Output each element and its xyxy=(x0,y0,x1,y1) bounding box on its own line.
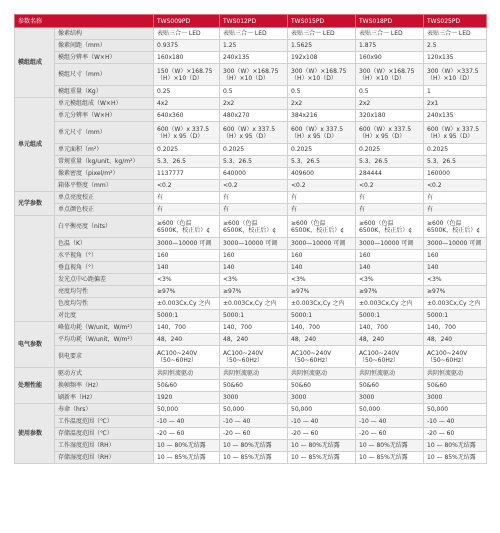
param-value: AC100~240V（50~60Hz） xyxy=(356,346,424,368)
param-label: 驱动方式 xyxy=(55,368,154,380)
param-label: 平均功耗（W/unit，W/m²） xyxy=(55,334,154,346)
param-value: 3000—10000 可调 xyxy=(154,238,220,250)
param-value: 表贴三合一 LED xyxy=(154,28,220,40)
param-value: 1 xyxy=(424,86,487,98)
param-value: <3% xyxy=(220,274,288,286)
param-label: 亮度均匀性 xyxy=(55,286,154,298)
table-row xyxy=(15,416,487,428)
param-value: <0.2 xyxy=(424,180,487,192)
table-row xyxy=(15,144,487,156)
param-label: 存储温度范围（℃） xyxy=(55,428,154,440)
param-value: 5000:1 xyxy=(288,310,356,322)
param-value: -10 — 40 xyxy=(356,416,424,428)
table-row xyxy=(15,238,487,250)
param-value: 1.25 xyxy=(220,40,288,52)
param-value: 600（W）x 337.5（H）x 95（D） xyxy=(220,122,288,144)
param-value: 50&60 xyxy=(220,380,288,392)
param-value: 300（W）×337.5（H）×10（D） xyxy=(424,64,487,86)
param-value: ≥97% xyxy=(154,286,220,298)
param-value: 240x135 xyxy=(220,52,288,64)
param-value: 3000 xyxy=(220,392,288,404)
param-label: 单点颜色校正 xyxy=(55,204,154,216)
group-label: 处理性能 xyxy=(15,368,55,404)
param-value: 3000 xyxy=(356,392,424,404)
table-row xyxy=(15,192,487,204)
param-value: 有 xyxy=(288,204,356,216)
param-value: <0.2 xyxy=(356,180,424,192)
param-value: 0.2025 xyxy=(154,144,220,156)
param-value: 5.3、26.5 xyxy=(154,156,220,168)
param-value: 1137777 xyxy=(154,168,220,180)
param-value: 600（W）x 337.5（H）x 95（D） xyxy=(424,122,487,144)
param-label: 箱体平整度（mm） xyxy=(55,180,154,192)
param-value: 140，700 xyxy=(356,322,424,334)
param-label: 模组重量（Kg） xyxy=(55,86,154,98)
param-value: 140，700 xyxy=(154,322,220,334)
param-value: 5000:1 xyxy=(356,310,424,322)
param-value: 160000 xyxy=(424,168,487,180)
param-value: <3% xyxy=(424,274,487,286)
param-label: 像素间距（mm） xyxy=(55,40,154,52)
param-value: 共阴恒流驱动 xyxy=(356,368,424,380)
param-value: AC100~240V（50~60Hz） xyxy=(288,346,356,368)
param-value: 600（W）x 337.5（H）x 95（D） xyxy=(356,122,424,144)
param-value: 0.5 xyxy=(356,86,424,98)
param-value: 有 xyxy=(424,192,487,204)
param-value: ±0.003Cx,Cy 之内 xyxy=(220,298,288,310)
param-value: 1.5625 xyxy=(288,40,356,52)
param-value: 0.2025 xyxy=(288,144,356,156)
param-value: AC100~240V（50~60Hz） xyxy=(154,346,220,368)
header-model-1: TWS009PD xyxy=(154,15,220,28)
table-row xyxy=(15,262,487,274)
header-param-name: 参数名称 xyxy=(15,15,154,28)
table-row xyxy=(15,250,487,262)
param-label: 单元尺寸（mm） xyxy=(55,122,154,144)
param-value: 50&60 xyxy=(288,380,356,392)
param-value: 160x180 xyxy=(154,52,220,64)
table-row xyxy=(15,110,487,122)
param-value: ≥97% xyxy=(356,286,424,298)
param-value: 284444 xyxy=(356,168,424,180)
param-value: ±0.003Cx,Cy 之内 xyxy=(288,298,356,310)
param-value: 50,000 xyxy=(356,404,424,416)
param-value: 140 xyxy=(424,262,487,274)
param-label: 白平衡亮度（nits） xyxy=(55,216,154,238)
param-value: 5.3、26.5 xyxy=(424,156,487,168)
table-row xyxy=(15,428,487,440)
param-value: 160 xyxy=(154,250,220,262)
param-value: 5000:1 xyxy=(424,310,487,322)
param-value: -20 — 60 xyxy=(288,428,356,440)
param-value: 3000 xyxy=(288,392,356,404)
param-value: 160 xyxy=(220,250,288,262)
table-row xyxy=(15,216,487,238)
param-value: 0.25 xyxy=(154,86,220,98)
table-row xyxy=(15,380,487,392)
param-value: 3000—10000 可调 xyxy=(220,238,288,250)
table-row xyxy=(15,404,487,416)
param-label: 峰值功耗（W/unit，W/m²） xyxy=(55,322,154,334)
param-label: 寿命（hrs） xyxy=(55,404,154,416)
param-value: -10 — 40 xyxy=(424,416,487,428)
table-row xyxy=(15,180,487,192)
param-value: 10 — 80%无结露 xyxy=(356,440,424,452)
group-label: 使用参数 xyxy=(15,404,55,464)
param-value: 4x2 xyxy=(154,98,220,110)
param-value: 240x135 xyxy=(424,110,487,122)
param-value: 0.5 xyxy=(288,86,356,98)
param-value: 409600 xyxy=(288,168,356,180)
param-value: 160 xyxy=(288,250,356,262)
param-value: 640000 xyxy=(220,168,288,180)
param-label: 发光点中心距偏差 xyxy=(55,274,154,286)
param-value: 50,000 xyxy=(154,404,220,416)
param-value: 0.2025 xyxy=(424,144,487,156)
param-label: 单元分辨率（W×H） xyxy=(55,110,154,122)
param-value: <0.2 xyxy=(220,180,288,192)
param-value: 160x90 xyxy=(356,52,424,64)
param-label: 垂直视角（°） xyxy=(55,262,154,274)
table-row xyxy=(15,204,487,216)
param-value: 140 xyxy=(356,262,424,274)
param-value: 48，240 xyxy=(220,334,288,346)
table-row xyxy=(15,452,487,464)
param-value: <3% xyxy=(356,274,424,286)
param-value: <0.2 xyxy=(288,180,356,192)
table-row xyxy=(15,440,487,452)
group-label: 模组组成 xyxy=(15,28,55,98)
param-value: 192x108 xyxy=(288,52,356,64)
param-value: 10 — 85%无结露 xyxy=(356,452,424,464)
param-value: 10 — 85%无结露 xyxy=(424,452,487,464)
param-value: 有 xyxy=(288,192,356,204)
param-value: 48，240 xyxy=(288,334,356,346)
param-value: 3000—10000 可调 xyxy=(424,238,487,250)
param-value: 48，240 xyxy=(424,334,487,346)
param-value: 2.5 xyxy=(424,40,487,52)
param-label: 对比度 xyxy=(55,310,154,322)
param-value: AC100~240V（50~60Hz） xyxy=(220,346,288,368)
param-value: -10 — 40 xyxy=(154,416,220,428)
param-value: ±0.003Cx,Cy 之内 xyxy=(356,298,424,310)
table-row xyxy=(15,310,487,322)
param-value: 有 xyxy=(356,204,424,216)
param-value: 表贴三合一 LED xyxy=(220,28,288,40)
table-row xyxy=(15,86,487,98)
table-row xyxy=(15,28,487,40)
param-value: ≥97% xyxy=(288,286,356,298)
table-row xyxy=(15,156,487,168)
param-value: 10 — 80%无结露 xyxy=(424,440,487,452)
header-model-4: TWS018PD xyxy=(356,15,424,28)
param-value: 5.3、26.5 xyxy=(288,156,356,168)
table-row xyxy=(15,322,487,334)
param-value: <3% xyxy=(288,274,356,286)
param-value: 50&60 xyxy=(154,380,220,392)
param-value: 0.9375 xyxy=(154,40,220,52)
header-model-5: TWS025PD xyxy=(424,15,487,28)
param-value: 10 — 85%无结露 xyxy=(220,452,288,464)
param-value: 10 — 85%无结露 xyxy=(154,452,220,464)
param-value: 5000:1 xyxy=(220,310,288,322)
param-value: 300（W）×168.75（H）×10（D） xyxy=(288,64,356,86)
param-value: -20 — 60 xyxy=(154,428,220,440)
spec-table xyxy=(14,14,487,464)
param-value: 160 xyxy=(356,250,424,262)
table-row xyxy=(15,334,487,346)
param-value: <0.2 xyxy=(154,180,220,192)
param-value: 有 xyxy=(356,192,424,204)
spec-sheet xyxy=(14,14,486,464)
param-value: ≥600（色温 6500K，校正后）¢ xyxy=(154,216,220,238)
param-value: 50&60 xyxy=(424,380,487,392)
param-value: -10 — 40 xyxy=(220,416,288,428)
param-label: 单元模组组成（W×H） xyxy=(55,98,154,110)
param-value: 50,000 xyxy=(288,404,356,416)
table-row xyxy=(15,286,487,298)
param-value: 10 — 80%无结露 xyxy=(288,440,356,452)
param-value: 表贴三合一 LED xyxy=(424,28,487,40)
param-value: 50,000 xyxy=(424,404,487,416)
header-model-3: TWS015PD xyxy=(288,15,356,28)
param-label: 模组尺寸（mm） xyxy=(55,64,154,86)
spec-body xyxy=(15,28,487,464)
param-value: 300（W）×168.75（H）×10（D） xyxy=(220,64,288,86)
param-value: 300（W）×168.75（H）×10（D） xyxy=(356,64,424,86)
group-label: 光学参数 xyxy=(15,192,55,216)
param-value: 5000:1 xyxy=(154,310,220,322)
param-value: 5.3、26.5 xyxy=(356,156,424,168)
param-value: 有 xyxy=(424,204,487,216)
param-value: 2x2 xyxy=(288,98,356,110)
table-row xyxy=(15,392,487,404)
param-value: 600（W）x 337.5（H）x 95（D） xyxy=(288,122,356,144)
table-row xyxy=(15,368,487,380)
param-value: ≥600（色温 6500K，校正后）¢ xyxy=(356,216,424,238)
param-label: 换帧频率（Hz） xyxy=(55,380,154,392)
param-label: 像素密度（pixel/m²） xyxy=(55,168,154,180)
param-value: -20 — 60 xyxy=(424,428,487,440)
param-value: ±0.003Cx,Cy 之内 xyxy=(424,298,487,310)
param-value: 3000—10000 可调 xyxy=(356,238,424,250)
param-value: ≥600（色温 6500K，校正后）¢ xyxy=(288,216,356,238)
param-value: 48，240 xyxy=(154,334,220,346)
group-label: 单元组成 xyxy=(15,98,55,192)
param-value: 2x1 xyxy=(424,98,487,110)
table-row xyxy=(15,122,487,144)
param-value: 600（W）x 337.5（H）x 95（D） xyxy=(154,122,220,144)
param-value: 有 xyxy=(220,192,288,204)
param-value: 384x216 xyxy=(288,110,356,122)
param-label: 色度均匀性 xyxy=(55,298,154,310)
param-label: 像素结构 xyxy=(55,28,154,40)
param-label: 刷新率（Hz） xyxy=(55,392,154,404)
param-label: 工作温度范围（℃） xyxy=(55,416,154,428)
param-label: 供电要求 xyxy=(55,346,154,368)
group-label: 电气参数 xyxy=(15,322,55,368)
param-value: 0.5 xyxy=(220,86,288,98)
param-value: 140 xyxy=(220,262,288,274)
table-row xyxy=(15,52,487,64)
table-row xyxy=(15,98,487,110)
param-label: 色温（K） xyxy=(55,238,154,250)
param-label: 模组分辨率（W×H） xyxy=(55,52,154,64)
param-value: 共阴恒流驱动 xyxy=(154,368,220,380)
table-row xyxy=(15,274,487,286)
param-value: 140，700 xyxy=(220,322,288,334)
param-value: 480x270 xyxy=(220,110,288,122)
param-value: 共阴恒流驱动 xyxy=(288,368,356,380)
param-value: 3000 xyxy=(424,392,487,404)
param-value: <3% xyxy=(154,274,220,286)
table-row xyxy=(15,40,487,52)
param-value: 160 xyxy=(424,250,487,262)
param-value: 10 — 80%无结露 xyxy=(154,440,220,452)
param-value: 48，240 xyxy=(356,334,424,346)
param-value: ≥600（色温 6500K，校正后）¢ xyxy=(424,216,487,238)
param-value: 140，700 xyxy=(288,322,356,334)
table-row xyxy=(15,346,487,368)
param-value: 120x135 xyxy=(424,52,487,64)
param-value: 140，700 xyxy=(424,322,487,334)
param-value: -20 — 60 xyxy=(356,428,424,440)
param-value: 140 xyxy=(288,262,356,274)
param-value: -20 — 60 xyxy=(220,428,288,440)
group-label xyxy=(15,216,55,322)
param-value: 1.875 xyxy=(356,40,424,52)
param-value: 10 — 80%无结露 xyxy=(220,440,288,452)
param-label: 存储湿度范围（RH） xyxy=(55,452,154,464)
param-value: 0.2025 xyxy=(356,144,424,156)
param-value: -10 — 40 xyxy=(288,416,356,428)
param-label: 工作湿度范围（RH） xyxy=(55,440,154,452)
param-value: ±0.003Cx,Cy 之内 xyxy=(154,298,220,310)
param-value: 共阴恒流驱动 xyxy=(220,368,288,380)
param-value: 表贴三合一 LED xyxy=(356,28,424,40)
header-model-2: TWS012PD xyxy=(220,15,288,28)
param-value: 2x2 xyxy=(356,98,424,110)
param-value: 有 xyxy=(220,204,288,216)
param-value: ≥97% xyxy=(220,286,288,298)
param-value: 有 xyxy=(154,204,220,216)
param-value: 2x2 xyxy=(220,98,288,110)
param-value: AC100~240V（50~60Hz） xyxy=(424,346,487,368)
table-row xyxy=(15,168,487,180)
param-value: 140 xyxy=(154,262,220,274)
param-label: 单元面积（m²） xyxy=(55,144,154,156)
param-value: ≥97% xyxy=(424,286,487,298)
table-row xyxy=(15,64,487,86)
param-value: 640x360 xyxy=(154,110,220,122)
param-value: 1920 xyxy=(154,392,220,404)
param-value: ≥600（色温 6500K，校正后）¢ xyxy=(220,216,288,238)
param-label: 水平视角（°） xyxy=(55,250,154,262)
param-value: 有 xyxy=(154,192,220,204)
param-value: 50,000 xyxy=(220,404,288,416)
param-value: 150（W）×168.75（H）×10（D） xyxy=(154,64,220,86)
param-value: 50&60 xyxy=(356,380,424,392)
param-label: 常规重量（kg/unit、kg/m²） xyxy=(55,156,154,168)
param-value: 320x180 xyxy=(356,110,424,122)
header-row xyxy=(15,15,487,28)
param-value: 共阴恒流驱动 xyxy=(424,368,487,380)
table-row xyxy=(15,298,487,310)
param-value: 表贴三合一 LED xyxy=(288,28,356,40)
param-value: 10 — 85%无结露 xyxy=(288,452,356,464)
param-label: 单点亮度校正 xyxy=(55,192,154,204)
param-value: 3000—10000 可调 xyxy=(288,238,356,250)
param-value: 5.3、26.5 xyxy=(220,156,288,168)
param-value: 0.2025 xyxy=(220,144,288,156)
